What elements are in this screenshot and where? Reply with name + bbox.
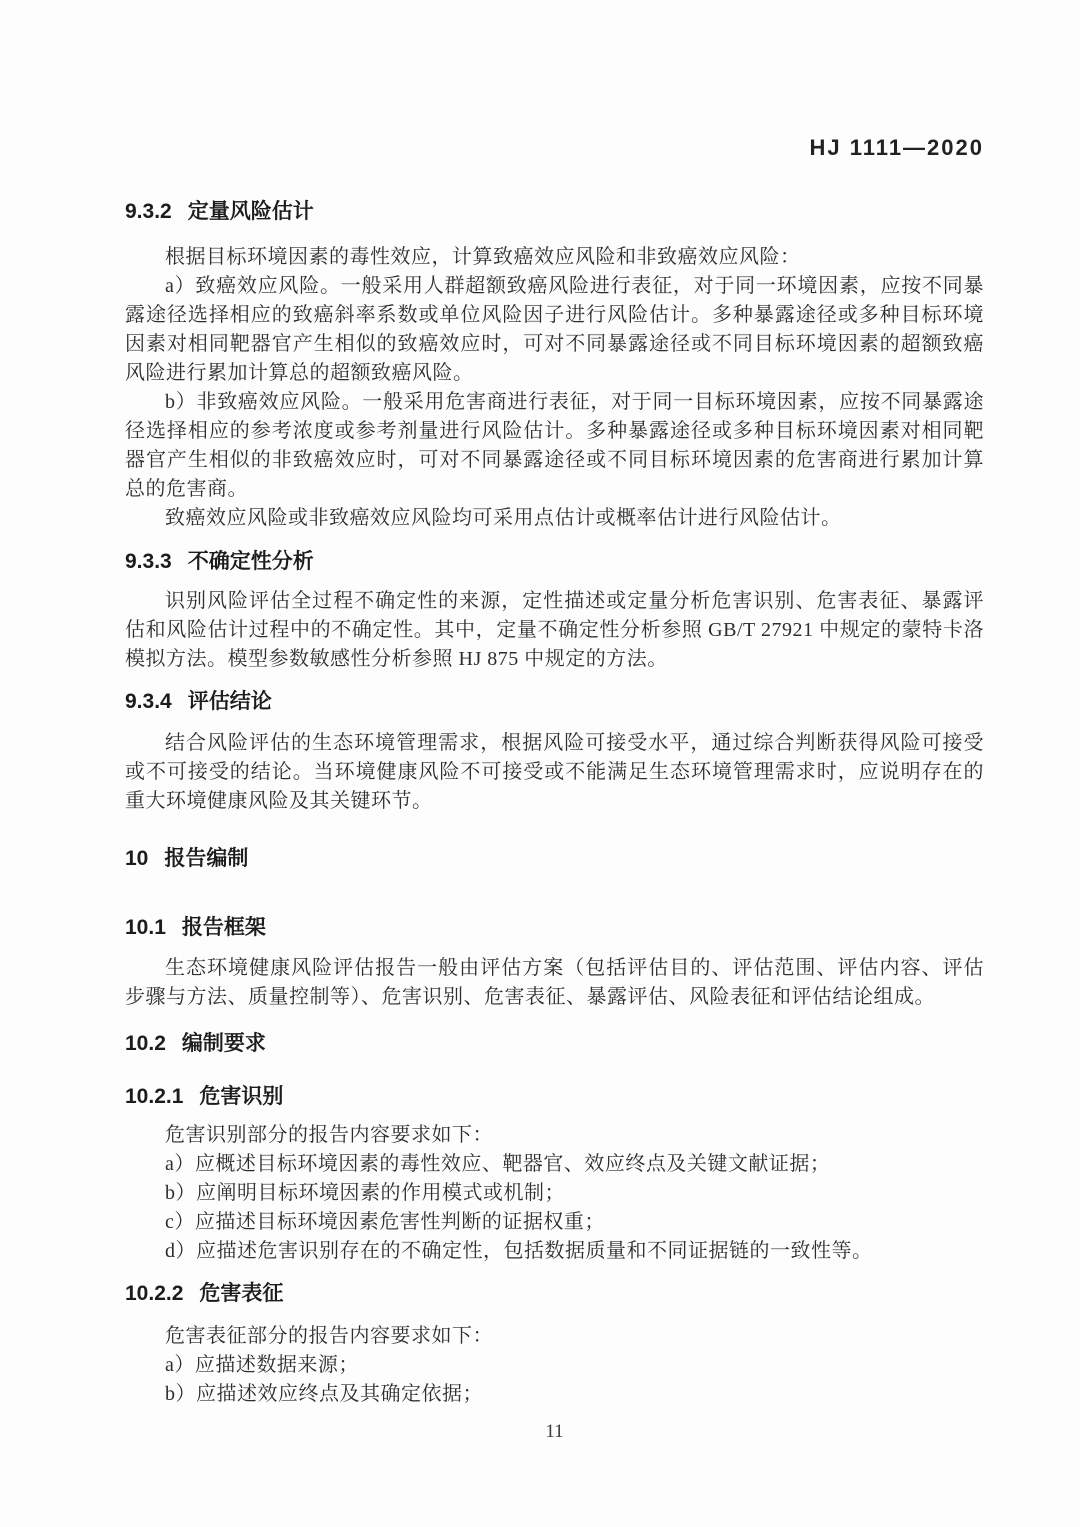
paragraph: 根据目标环境因素的毒性效应，计算致癌效应风险和非致癌效应风险： (165, 246, 801, 268)
section-heading-9-3-3 (125, 547, 984, 577)
list-item: a）应概述目标环境因素的毒性效应、靶器官、效应终点及关键文献证据； (165, 1153, 831, 1175)
section-heading-10-2-2 (125, 1279, 984, 1309)
section-number: 10.2.2 (125, 1282, 184, 1305)
section-number: 10.1 (125, 916, 166, 939)
list-item: c）应描述目标环境因素危害性判断的证据权重； (165, 1211, 605, 1233)
section-number: 9.3.2 (125, 200, 172, 223)
section-heading-9-3-2 (125, 197, 984, 227)
section-heading-10-1 (125, 913, 984, 943)
list-item: b）应阐明目标环境因素的作用模式或机制； (165, 1182, 565, 1204)
list-item: b）应描述效应终点及其确定依据； (165, 1383, 483, 1405)
section-title: 编制要求 (181, 1032, 266, 1055)
doc-number: HJ 1111—2020 (809, 135, 984, 160)
section-number: 10.2.1 (125, 1085, 184, 1108)
section-number: 9.3.4 (125, 690, 172, 713)
section-title: 定量风险估计 (187, 200, 314, 223)
paragraph: 识别风险评估全过程不确定性的来源，定性描述或定量分析危害识别、危害表征、暴露评估和风险估计过程中的不确定性。其中，定量不确定性分析参照 GB/T 27921 中规定的蒙特卡洛模拟方法。模型参数敏感性分析参照 HJ 875 中规定的方法。 (125, 590, 984, 670)
section-number: 9.3.3 (125, 550, 172, 573)
list-intro: 危害识别部分的报告内容要求如下： (165, 1124, 493, 1146)
list-item: d）应描述危害识别存在的不确定性，包括数据质量和不同证据链的一致性等。 (165, 1240, 873, 1262)
chapter-title: 报告编制 (164, 847, 249, 870)
section-title: 报告框架 (181, 916, 266, 939)
list-item: a）应描述数据来源； (165, 1354, 359, 1376)
section-title: 危害识别 (199, 1085, 284, 1108)
section-title: 危害表征 (199, 1282, 284, 1305)
section-heading-10-2 (125, 1029, 984, 1059)
paragraph: b）非致癌效应风险。一般采用危害商进行表征，对于同一目标环境因素，应按不同暴露途径选择相应的参考浓度或参考剂量进行风险估计。多种暴露途径或多种目标环境因素对相同靶器官产生相似的非致癌效应时，可对不同暴露途径或不同目标环境因素的危害商进行累加计算总的危害商。 (125, 391, 984, 500)
page-number: 11 (545, 1421, 564, 1442)
list-intro: 危害表征部分的报告内容要求如下： (165, 1325, 493, 1347)
section-heading-9-3-4 (125, 687, 984, 717)
chapter-number: 10 (125, 847, 149, 870)
section-heading-10-2-1 (125, 1082, 984, 1112)
section-title: 评估结论 (187, 690, 272, 713)
section-number: 10.2 (125, 1032, 166, 1055)
page-header (125, 135, 984, 161)
paragraph: 结合风险评估的生态环境管理需求，根据风险可接受水平，通过综合判断获得风险可接受或不可接受的结论。当环境健康风险不可接受或不能满足生态环境管理需求时，应说明存在的重大环境健康风险及其关键环节。 (125, 732, 984, 812)
paragraph: a）致癌效应风险。一般采用人群超额致癌风险进行表征，对于同一环境因素，应按不同暴露途径选择相应的致癌斜率系数或单位风险因子进行风险估计。多种暴露途径或多种目标环境因素对相同靶器官产生相似的致癌效应时，可对不同暴露途径或不同目标环境因素的超额致癌风险进行累加计算总的超额致癌风险。 (125, 275, 984, 384)
section-title: 不确定性分析 (187, 550, 314, 573)
paragraph: 生态环境健康风险评估报告一般由评估方案（包括评估目的、评估范围、评估内容、评估步骤与方法、质量控制等）、危害识别、危害表征、暴露评估、风险表征和评估结论组成。 (125, 957, 984, 1008)
paragraph: 致癌效应风险或非致癌效应风险均可采用点估计或概率估计进行风险估计。 (165, 507, 842, 529)
chapter-heading-10 (125, 844, 984, 874)
